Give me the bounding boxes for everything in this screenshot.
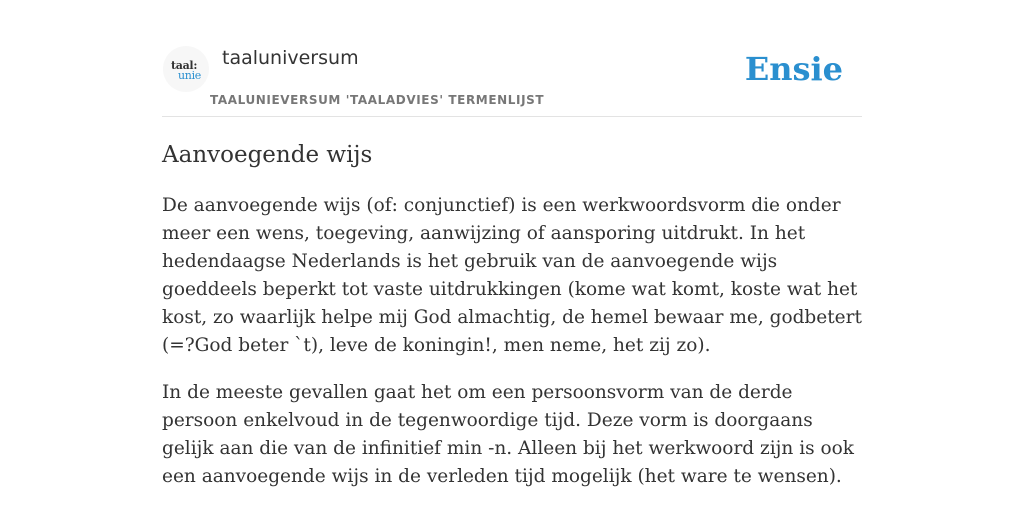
logo-text-top: taal: [171, 59, 198, 72]
logo-text-bottom: unie [178, 69, 201, 82]
source-name-link[interactable]: taaluniversum [222, 47, 359, 69]
taalunie-logo[interactable] [163, 46, 209, 92]
source-subtitle: TAALUNIEVERSUM 'TAALADVIES' TERMENLIJST [210, 93, 545, 107]
article-body [162, 192, 862, 510]
article-paragraph-2: In de meeste gevallen gaat het om een persoonsvorm van de derde persoon enkelvoud in de tegenwoordige tijd. Deze vorm is doorgaans gelijk aan die van de infinitief min -n. Alleen bij het werkwoord zijn is ook een aanvoegende wijs in de verleden tijd mogelijk (het ware te wensen). [162, 382, 854, 487]
ensie-brand-logo[interactable]: Ensie [744, 50, 843, 88]
article-paragraph-1: De aanvoegende wijs (of: conjunctief) is een werkwoordsvorm die onder meer een wens, toegeving, aanwijzing of aansporing uitdrukt. In het hedendaagse Nederlands is het gebruik van de aanvoegende wijs goeddeels beperkt tot vaste uitdrukkingen (kome wat komt, koste wat het kost, zo waarlijk helpe mij God almachtig, de hemel bewaar me, godbetert (=?God beter `t), leve de koningin!, men neme, het zij zo). [162, 195, 862, 356]
page-title: Aanvoegende wijs [162, 142, 373, 168]
header [162, 40, 862, 117]
